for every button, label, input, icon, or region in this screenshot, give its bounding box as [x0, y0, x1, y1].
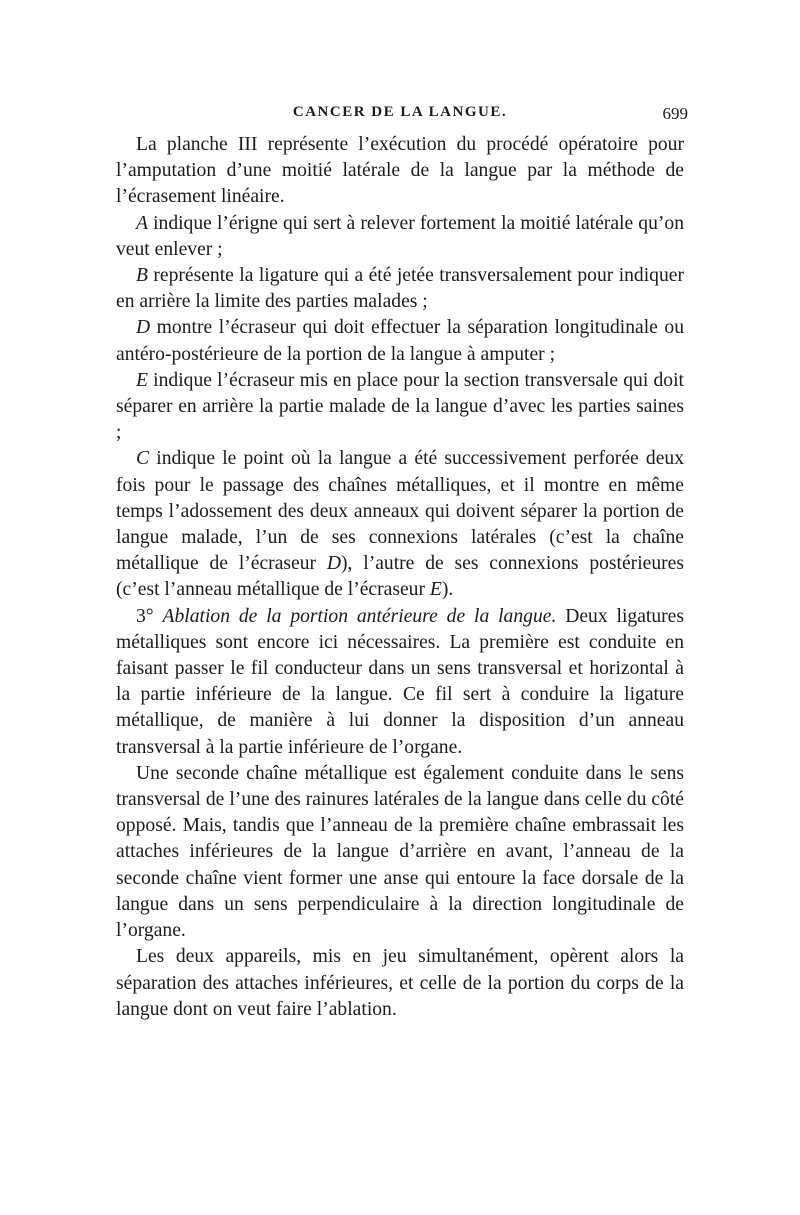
text-run: indique le point où la langue a été successivement perforée deux fois pour le passage des chaînes métalliques, et il montre en même temps l’adossement des deux anneaux qui doivent séparer la portion de langue malade, l’un de ses connexions latérales (c’est la chaîne métallique de l’écraseur	[116, 448, 684, 575]
text-run: ), l’autre de ses connexions postérieures (c’est l’anneau métallique de l’écraseur	[116, 553, 684, 601]
paragraph	[116, 132, 684, 211]
italic-run: E	[429, 579, 442, 601]
text-run: montre l’écraseur qui doit effectuer la séparation longitudinale ou antéro-postérieure de la portion de la langue à amputer ;	[116, 317, 684, 365]
running-title: CANCER DE LA LANGUE.	[292, 104, 508, 120]
text-run: Une seconde chaîne métallique est également conduite dans le sens transversal de l’une des rainures latérales de la langue dans celle du côté opposé. Mais, tandis que l’anneau de la première chaîne embrassait les attaches inférieures de la langue d’arrière en avant, l’anneau de la seconde chaîne vient former une anse qui entoure la face dorsale de la langue dans un sens perpendiculaire à la direction longitudinale de l’organe.	[116, 762, 684, 942]
paragraph	[116, 761, 684, 944]
italic-run: D	[136, 317, 151, 339]
italic-run: C	[136, 448, 150, 470]
text-run: ).	[441, 579, 454, 601]
italic-run: D	[326, 553, 342, 575]
text-run: La planche III représente l’exécution du procédé opératoire pour l’amputation d’une moitié latérale de la langue par la méthode de l’écrasement linéaire.	[116, 134, 684, 208]
text-run: Les deux appareils, mis en jeu simultanément, opèrent alors la séparation des attaches inférieures, et celle de la portion du corps de la langue dont on veut faire l’ablation.	[116, 946, 684, 1020]
paragraph	[116, 263, 684, 315]
paragraph	[116, 368, 684, 447]
running-head	[116, 100, 688, 132]
italic-run: E	[136, 369, 148, 391]
page-number: 699	[662, 104, 688, 123]
paragraph	[116, 944, 684, 1023]
text-run: Deux ligatures métalliques sont encore ici nécessaires. La première est conduite en faisant passer le fil conducteur dans un sens transversal et horizontal à la partie inférieure de la langue. Ce fil sert à conduire la ligature métallique, de manière à lui donner la disposition d’un anneau transversal à la partie inférieure de l’organe.	[116, 605, 684, 758]
book-page	[116, 100, 688, 1023]
paragraph	[116, 211, 684, 263]
body-text	[116, 132, 684, 1023]
italic-run: Ablation de la portion antérieure de la langue.	[162, 605, 557, 627]
paragraph	[116, 315, 684, 367]
paragraph	[116, 604, 684, 761]
italic-run: A	[136, 212, 148, 234]
text-run: indique l’érigne qui sert à relever fortement la moitié latérale qu’on veut enlever ;	[116, 212, 684, 260]
paragraph	[116, 446, 684, 603]
text-run: 3°	[136, 605, 163, 627]
text-run: représente la ligature qui a été jetée transversalement pour indiquer en arrière la limite des parties malades ;	[116, 265, 684, 313]
italic-run: B	[136, 265, 148, 287]
text-run: indique l’écraseur mis en place pour la section transversale qui doit séparer en arrière la partie malade de la langue d’avec les parties saines ;	[116, 369, 684, 444]
